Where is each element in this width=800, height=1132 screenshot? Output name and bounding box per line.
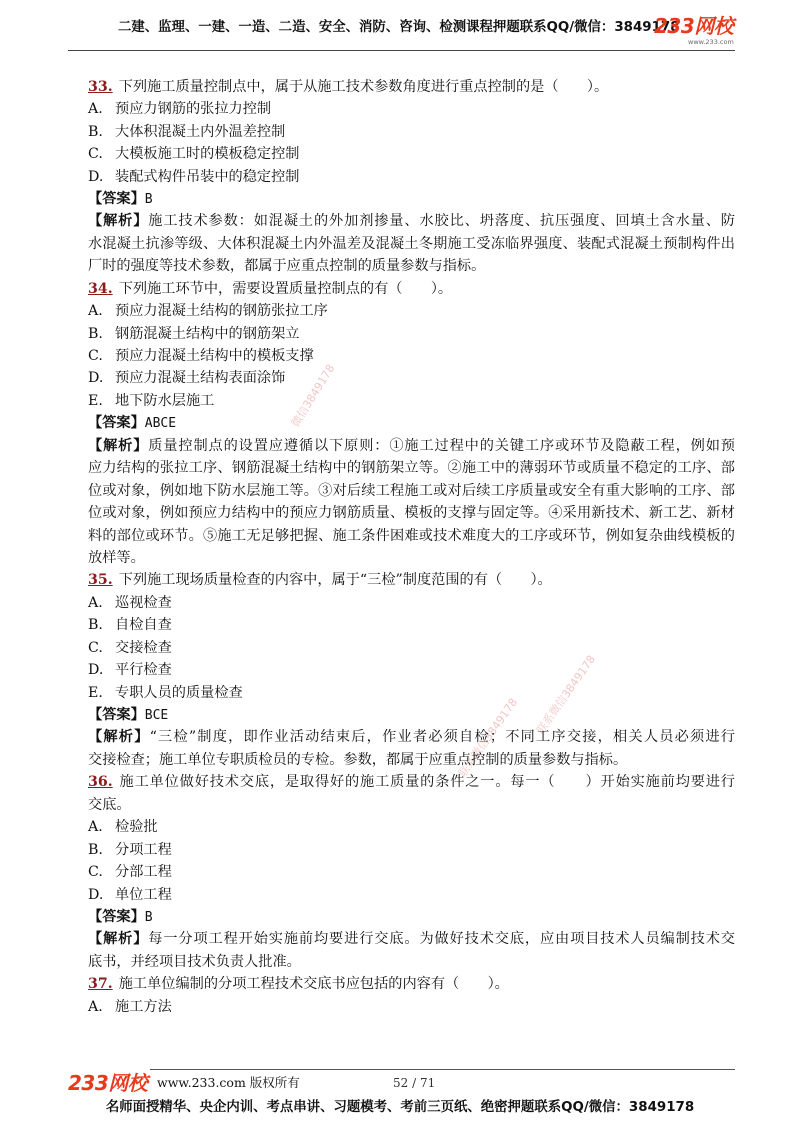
- option-letter: C.: [88, 348, 103, 365]
- analysis-line: 放样等。: [88, 549, 145, 566]
- answer-line: [88, 412, 735, 434]
- footer-copyright: www.233.com 版权所有: [157, 1075, 300, 1090]
- analysis-text: 施工技术参数：如混凝土的外加剂掺量、水胶比、坍落度、抗压强度、回填土含水量、防: [148, 213, 735, 230]
- question-number: 36.: [88, 774, 113, 791]
- question-number: 34.: [88, 280, 113, 297]
- option-a: [88, 996, 735, 1018]
- watermark: 联系微信3849178: [534, 652, 599, 737]
- answer-line: [88, 188, 735, 210]
- question-stem-text: 下列施工质量控制点中，属于从施工技术参数角度进行重点控制的是（ ）。: [118, 78, 609, 95]
- question-stem-text: 施工单位做好技术交底，是取得好的施工质量的条件之一。每一（ ）开始实施前均要进行: [118, 774, 735, 791]
- option-text: 交接检查: [115, 639, 172, 656]
- option-text: 自检自查: [115, 617, 172, 634]
- option-letter: A.: [88, 594, 103, 611]
- option-text: 钢筋混凝土结构中的钢筋架立: [115, 325, 300, 342]
- option-text: 专职人员的质量检查: [115, 684, 243, 701]
- analysis-line: 位或对象，例如预应力结构中的预应力钢筋质量、模板的支撑与固定等。④采用新技术、新工艺、新材: [88, 505, 735, 522]
- analysis-line: 料的部位或环节。⑤施工无足够把握、施工条件困难或技术难度大的工序或环节，例如复杂曲线模板的: [88, 527, 735, 544]
- option-a: [88, 300, 735, 322]
- header-logo: 233网校: [654, 14, 734, 38]
- answer-value: ABCE: [144, 416, 177, 432]
- question-34: [88, 278, 735, 570]
- option-letter: D.: [88, 168, 104, 185]
- option-text: 预应力混凝土结构中的模板支撑: [115, 348, 314, 365]
- option-letter: E.: [88, 392, 103, 409]
- page-number: 52 / 71: [393, 1076, 436, 1090]
- option-c: [88, 143, 735, 165]
- question-stem-text: 施工单位编制的分项工程技术交底书应包括的内容有（ ）。: [118, 976, 509, 993]
- question-36: [88, 771, 735, 973]
- answer-value: B: [144, 909, 153, 925]
- analysis-line: [88, 210, 735, 232]
- option-text: 预应力混凝土结构的钢筋张拉工序: [115, 303, 328, 320]
- analysis-line: 交接检查；施工单位专职质检员的专检。参数，都属于应重点控制的质量参数与指标。: [88, 751, 628, 768]
- option-letter: C.: [88, 146, 103, 163]
- option-text: 平行检查: [115, 662, 172, 679]
- answer-value: B: [144, 191, 153, 207]
- option-letter: A.: [88, 998, 103, 1015]
- option-a: [88, 816, 735, 838]
- option-letter: D.: [88, 662, 104, 679]
- question-number: 37.: [88, 976, 113, 993]
- answer-line: [88, 704, 735, 726]
- option-text: 大体积混凝土内外温差控制: [115, 123, 286, 140]
- option-letter: A.: [88, 101, 103, 118]
- analysis-label: 【解析】: [88, 437, 149, 454]
- analysis-line: 厂时的强度等技术参数，都属于应重点控制的质量参数与指标。: [88, 258, 486, 275]
- footer-promo-text: 名师面授精华、央企内训、考点串讲、习题模考、考前三页纸、绝密押题联系QQ/微信：3849178: [105, 1100, 695, 1115]
- question-stem-text: 下列施工现场质量检查的内容中，属于“三检”制度范围的有（ ）。: [118, 572, 552, 589]
- header-contact-text: 二建、监理、一建、一造、二造、安全、消防、咨询、检测课程押题联系QQ/微信：3849178: [118, 20, 680, 35]
- analysis-text: 每一分项工程开始实施前均要进行交底。为做好技术交底，应由项目技术人员编制技术交: [148, 931, 735, 948]
- question-37: [88, 973, 735, 1018]
- analysis-text: 质量控制点的设置应遵循以下原则：①施工过程中的关键工序或环节及隐蔽工程，例如预: [148, 437, 735, 454]
- option-a: [88, 592, 735, 614]
- option-letter: A.: [88, 819, 103, 836]
- option-letter: A.: [88, 303, 103, 320]
- option-letter: C.: [88, 639, 103, 656]
- analysis-line: 底书，并经项目技术负责人批准。: [88, 953, 301, 970]
- option-text: 检验批: [115, 819, 158, 836]
- option-d: [88, 367, 735, 389]
- option-text: 地下防水层施工: [115, 392, 215, 409]
- answer-line: [88, 906, 735, 928]
- analysis-line: [88, 928, 735, 950]
- option-letter: C.: [88, 864, 103, 881]
- analysis-line: 位或对象，例如地下防水层施工等。③对后续工程施工或对后续工序质量或安全有重大影响的工序、部: [88, 482, 735, 499]
- question-stem: [88, 278, 735, 300]
- option-e: [88, 682, 735, 704]
- analysis-label: 【解析】: [88, 931, 149, 948]
- option-b: [88, 323, 735, 345]
- option-letter: B.: [88, 123, 103, 140]
- option-b: [88, 121, 735, 143]
- answer-label: 【答案】: [88, 908, 145, 925]
- question-number: 33.: [88, 78, 113, 95]
- question-stem-continued: 交底。: [88, 796, 131, 813]
- option-text: 分项工程: [115, 841, 172, 858]
- answer-label: 【答案】: [88, 190, 145, 207]
- question-stem: [88, 76, 735, 98]
- question-number: 35.: [88, 572, 113, 589]
- answer-label: 【答案】: [88, 707, 145, 724]
- option-d: [88, 659, 735, 681]
- option-text: 施工方法: [115, 998, 172, 1015]
- option-d: [88, 884, 735, 906]
- option-text: 单位工程: [115, 886, 172, 903]
- option-text: 巡视检查: [115, 594, 172, 611]
- option-letter: D.: [88, 886, 104, 903]
- option-b: [88, 839, 735, 861]
- option-letter: E.: [88, 684, 103, 701]
- option-letter: B.: [88, 841, 103, 858]
- question-35: [88, 569, 735, 771]
- option-e: [88, 390, 735, 412]
- option-text: 装配式构件吊装中的稳定控制: [115, 168, 300, 185]
- option-letter: B.: [88, 325, 103, 342]
- option-b: [88, 614, 735, 636]
- option-c: [88, 345, 735, 367]
- analysis-line: [88, 435, 735, 457]
- option-d: [88, 166, 735, 188]
- footer-logo: 233网校: [68, 1071, 148, 1095]
- option-text: 分部工程: [115, 864, 172, 881]
- option-letter: B.: [88, 617, 103, 634]
- option-text: 大模板施工时的模板稳定控制: [115, 146, 300, 163]
- header-divider: [68, 50, 735, 51]
- watermark: 联系微信3849178: [456, 695, 521, 780]
- option-letter: D.: [88, 370, 104, 387]
- answer-value: BCE: [144, 708, 169, 724]
- question-stem-text: 下列施工环节中，需要设置质量控制点的有（ ）。: [118, 280, 453, 297]
- option-text: 预应力钢筋的张拉力控制: [115, 101, 272, 118]
- question-stem: [88, 973, 735, 995]
- analysis-text: “三检”制度，即作业活动结束后，作业者必须自检；不同工序交接，相关人员必须进行: [149, 729, 735, 746]
- analysis-label: 【解析】: [88, 213, 149, 230]
- analysis-line: 应力结构的张拉工序、钢筋混凝土结构中的钢筋架立等。②施工中的薄弱环节或质量不稳定的工序、部: [88, 460, 735, 477]
- question-stem: [88, 771, 735, 793]
- question-33: [88, 76, 735, 278]
- answer-label: 【答案】: [88, 415, 145, 432]
- question-stem: [88, 569, 735, 591]
- option-c: [88, 861, 735, 883]
- option-a: [88, 98, 735, 120]
- analysis-line: 水混凝土抗渗等级、大体积混凝土内外温差及混凝土冬期施工受冻临界强度、装配式混凝土预制构件出: [88, 235, 735, 252]
- analysis-line: [88, 726, 735, 748]
- question-list: [88, 76, 735, 1018]
- option-c: [88, 637, 735, 659]
- watermark: 微信3849178: [288, 362, 338, 430]
- footer-divider: [150, 1069, 735, 1070]
- option-text: 预应力混凝土结构表面涂饰: [115, 370, 286, 387]
- header-logo-url: www.233.com: [688, 38, 734, 46]
- analysis-label: 【解析】: [88, 729, 150, 746]
